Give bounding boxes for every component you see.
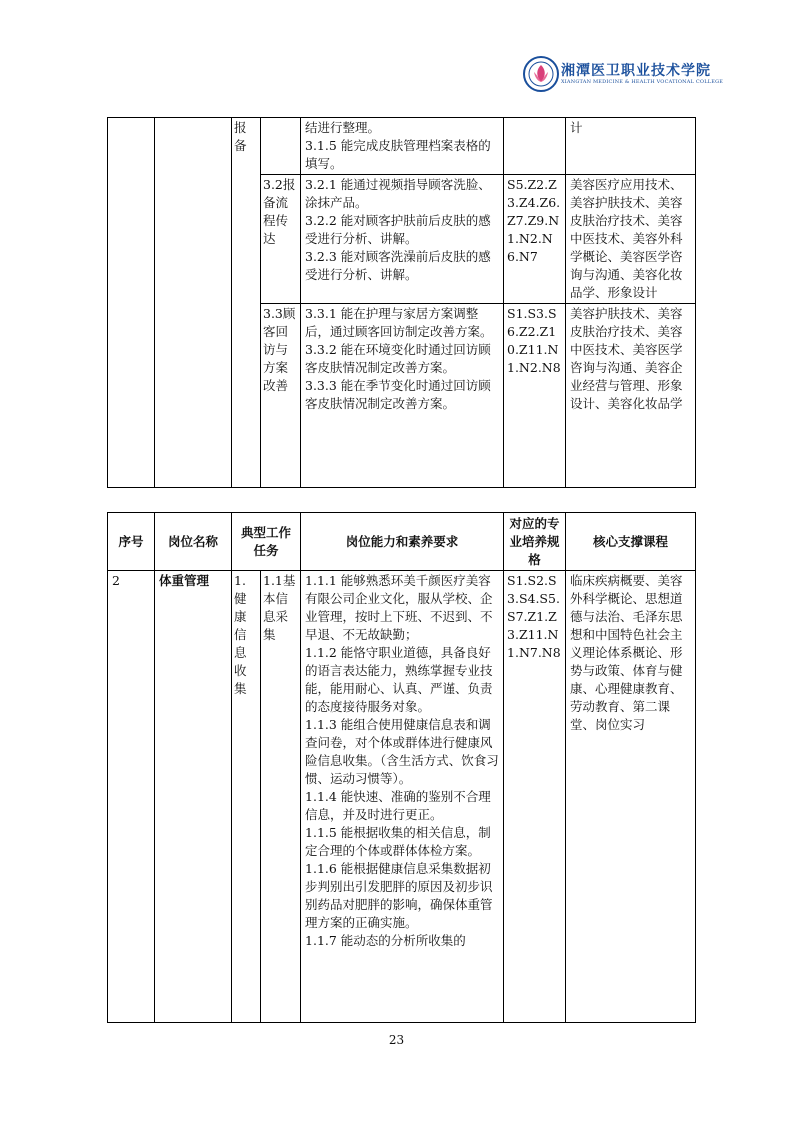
header-course: 核心支撑课程: [566, 513, 696, 571]
ability-item: 3.1.5 能完成皮肤管理档案表格的填写。: [305, 138, 491, 171]
school-logo: [523, 50, 724, 98]
courses-cell: 美容医疗应用技术、美容护肤技术、美容皮肤治疗技术、美容中医技术、美容外科学概论、美容医学咨询与沟通、美容化妆品学、形象设计: [566, 175, 696, 304]
task-sub-cell: 1.1基本信息采集: [261, 571, 301, 1023]
post-name-cell-empty: [155, 118, 232, 488]
ability-cell: [301, 304, 504, 488]
codes-cell: S5.Z2.Z3.Z4.Z6.Z7.Z9.N1.N2.N6.N7: [504, 175, 566, 304]
header-spec: 对应的专业培养规格: [504, 513, 566, 571]
num-cell: 2: [108, 571, 155, 1023]
courses-cell: 计: [566, 118, 696, 175]
header-post-name: 岗位名称: [155, 513, 232, 571]
courses-cell: 临床疾病概要、美容外科学概论、思想道德与法治、毛泽东思想和中国特色社会主义理论体系概论、形势与政策、体育与健康、心理健康教育、劳动教育、第二课堂、岗位实习: [566, 571, 696, 1023]
header-row: [108, 513, 696, 571]
num-cell-empty: [108, 118, 155, 488]
task-main-cell: 报备: [232, 118, 261, 488]
task-sub-cell-empty: [261, 118, 301, 175]
ability-item: 3.3.3 能在季节变化时通过回访顾客皮肤情况制定改善方案。: [305, 378, 491, 411]
task-main-cell: 1.健康信息收集: [232, 571, 261, 1023]
header-num: 序号: [108, 513, 155, 571]
codes-cell-empty: [504, 118, 566, 175]
ability-item: 3.2.2 能对顾客护肤前后皮肤的感受进行分析、讲解。: [305, 213, 491, 246]
codes-cell: S1.S3.S6.Z2.Z10.Z11.N1.N2.N8: [504, 304, 566, 488]
ability-item: 3.3.2 能在环境变化时通过回访顾客皮肤情况制定改善方案。: [305, 342, 491, 375]
table-row: [108, 571, 696, 1023]
table-row: [108, 118, 696, 175]
school-name-cn: 湘潭医卫职业技术学院: [561, 63, 711, 79]
ability-item: 1.1.2 能恪守职业道德，具备良好的语言表达能力，熟练掌握专业技能，能用耐心、认真、严谨、负责的态度接待服务对象。: [305, 645, 493, 714]
school-name-en: XIANGTAN MEDICINE & HEALTH VOCATIONAL COLLEGE: [561, 79, 724, 85]
header-ability: 岗位能力和素养要求: [301, 513, 504, 571]
ability-cell: [301, 118, 504, 175]
post-ability-table: [107, 512, 696, 1023]
ability-item: 3.2.3 能对顾客洗澡前后皮肤的感受进行分析、讲解。: [305, 249, 491, 282]
ability-item: 3.3.1 能在护理与家居方案调整后，通过顾客回访制定改善方案。: [305, 306, 493, 339]
codes-cell: S1.S2.S3.S4.S5.S7.Z1.Z3.Z11.N1.N7.N8: [504, 571, 566, 1023]
continuation-table: [107, 117, 696, 488]
ability-item: 结进行整理。: [305, 120, 381, 135]
ability-item: 1.1.6 能根据健康信息采集数据初步判别出引发肥胖的原因及初步识别药品对肥胖的影响，确保体重管理方案的正确实施。: [305, 861, 493, 930]
ability-item: 1.1.4 能快速、准确的鉴别不合理信息，并及时进行更正。: [305, 789, 491, 822]
ability-item: 3.2.1 能通过视频指导顾客洗脸、涂抹产品。: [305, 177, 491, 210]
page-number: 23: [388, 1033, 405, 1047]
task-sub-cell: 3.2报备流程传达: [261, 175, 301, 304]
task-sub-cell: 3.3顾客回访与方案改善: [261, 304, 301, 488]
post-name-cell: 体重管理: [155, 571, 232, 1023]
school-emblem-icon: [523, 56, 559, 92]
ability-cell: [301, 571, 504, 1023]
ability-item: 1.1.1 能够熟悉环美千颜医疗美容有限公司企业文化，服从学校、企业管理，按时上下班、不迟到、不早退、不无故缺勤；: [305, 573, 493, 642]
ability-item: 1.1.7 能动态的分析所收集的: [305, 933, 466, 948]
ability-item: 1.1.5 能根据收集的相关信息，制定合理的个体或群体体检方案。: [305, 825, 491, 858]
courses-cell: 美容护肤技术、美容皮肤治疗技术、美容中医技术、美容医学咨询与沟通、美容企业经营与管理、形象设计、美容化妆品学: [566, 304, 696, 488]
ability-item: 1.1.3 能组合使用健康信息表和调查问卷，对个体或群体进行健康风险信息收集。（含生活方式、饮食习惯、运动习惯等）。: [305, 717, 499, 786]
ability-cell: [301, 175, 504, 304]
header-task: 典型工作任务: [232, 513, 301, 571]
